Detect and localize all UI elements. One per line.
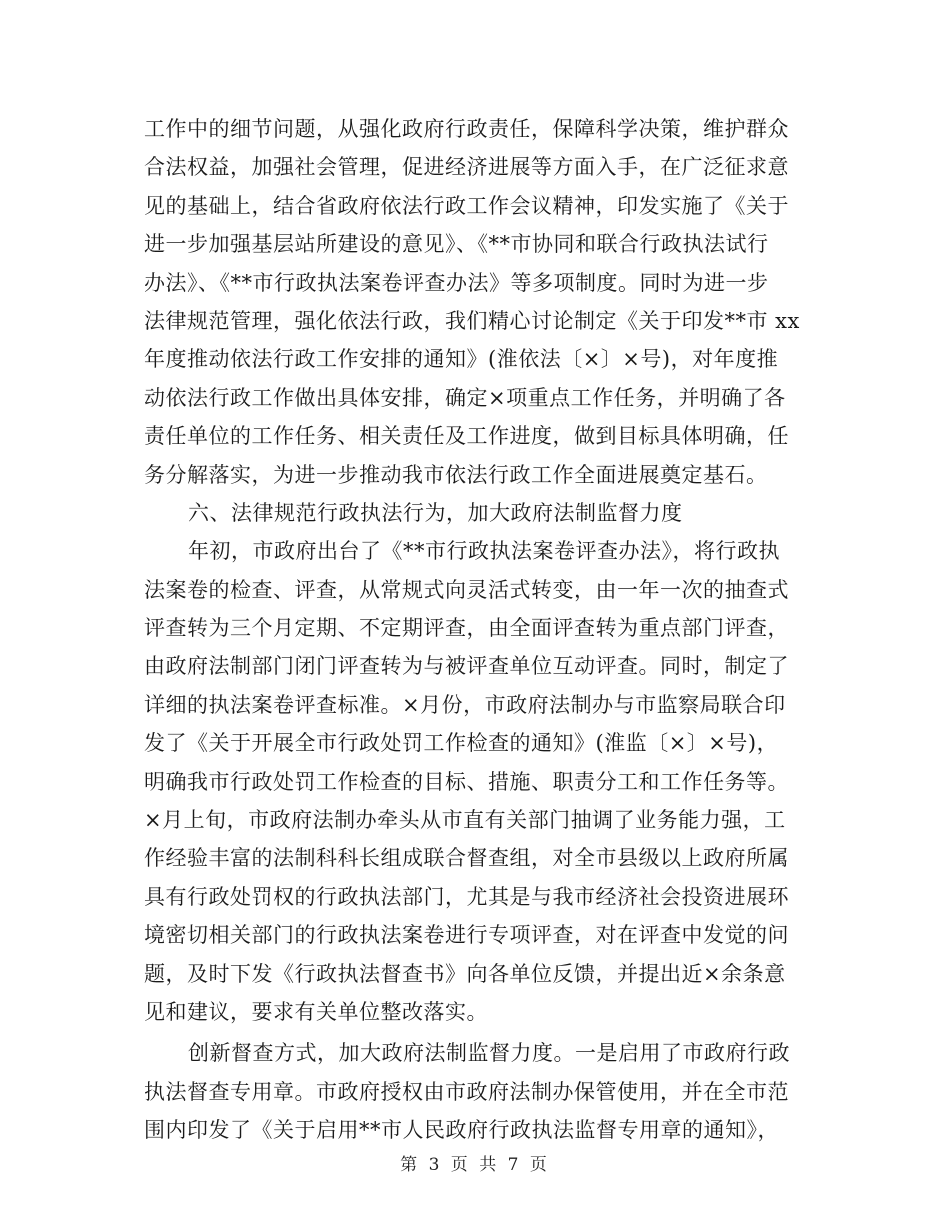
paragraph-case-review (144, 532, 828, 1031)
text-line: 年度推动依法行政工作安排的通知》(淮依法〔×〕×号)，对年度推 (144, 347, 779, 372)
text-line: 围内印发了《关于启用**市人民政府行政执法监督专用章的通知》， (144, 1118, 779, 1143)
text-line: 年初，市政府出台了《**市行政执法案卷评查办法》，将行政执 (188, 539, 780, 564)
text-line: 合法权益，加强社会管理，促进经济进展等方面入手，在广泛征求意 (144, 155, 789, 180)
text-line: ×月上旬，市政府法制办牵头从市直有关部门抽调了业务能力强，工 (144, 808, 786, 833)
page-number: 第 3 页 共 7 页 (400, 1155, 550, 1175)
text-line: 进一步加强基层站所建设的意见》、《**市协同和联合行政执法试行 (144, 232, 769, 257)
text-line: 由政府法制部门闭门评查转为与被评查单位互动评查。同时，制定了 (144, 654, 789, 679)
paragraph-supervision (144, 1034, 828, 1149)
text-line: 执法督查专用章。市政府授权由市政府法制办保管使用，并在全市范 (144, 1079, 789, 1104)
document-body (144, 110, 828, 1150)
text-line: 明确我市行政处罚工作检查的目标、措施、职责分工和工作任务等。 (144, 769, 789, 794)
text-line: 详细的执法案卷评查标准。×月份，市政府法制办与市监察局联合印 (144, 692, 786, 717)
text-line: 评查转为三个月定期、不定期评查，由全面评查转为重点部门评查， (144, 616, 789, 641)
text-line: 动依法行政工作做出具体安排，确定×项重点工作任务，并明确了各 (144, 385, 786, 410)
text-line: 法律规范管理，强化依法行政，我们精心讨论制定《关于印发**市 xx (144, 308, 800, 333)
text-line: 创新督查方式，加大政府法制监督力度。一是启用了市政府行政 (188, 1041, 790, 1066)
text-line: 题，及时下发《行政执法督查书》向各单位反馈，并提出近×余条意 (144, 961, 786, 986)
text-line: 作经验丰富的法制科科长组成联合督查组，对全市县级以上政府所属 (144, 846, 789, 871)
paragraph-policy-measures (144, 110, 828, 494)
text-line: 办法》、《**市行政执法案卷评查办法》等多项制度。同时为进一步 (144, 270, 769, 295)
text-line: 法案卷的检查、评查，从常规式向灵活式转变，由一年一次的抽查式 (144, 577, 789, 602)
text-line: 工作中的细节问题，从强化政府行政责任，保障科学决策，维护群众 (144, 117, 789, 141)
text-line: 责任单位的工作任务、相关责任及工作进度，做到目标具体明确，任 (144, 424, 789, 449)
text-line: 境密切相关部门的行政执法案卷进行专项评查，对在评查中发觉的问 (144, 923, 789, 948)
text-line: 见的基础上，结合省政府依法行政工作会议精神，印发实施了《关于 (144, 193, 789, 218)
heading-text: 六、法律规范行政执法行为，加大政府法制监督力度 (188, 500, 683, 525)
text-line: 务分解落实，为进一步推动我市依法行政工作全面进展奠定基石。 (144, 462, 768, 487)
text-line: 见和建议，要求有关单位整改落实。 (144, 999, 488, 1024)
section-heading (144, 494, 828, 532)
text-line: 具有行政处罚权的行政执法部门，尤其是与我市经济社会投资进展环 (144, 884, 789, 909)
text-line: 发了《关于开展全市行政处罚工作检查的通知》(淮监〔×〕×号)， (144, 731, 779, 756)
